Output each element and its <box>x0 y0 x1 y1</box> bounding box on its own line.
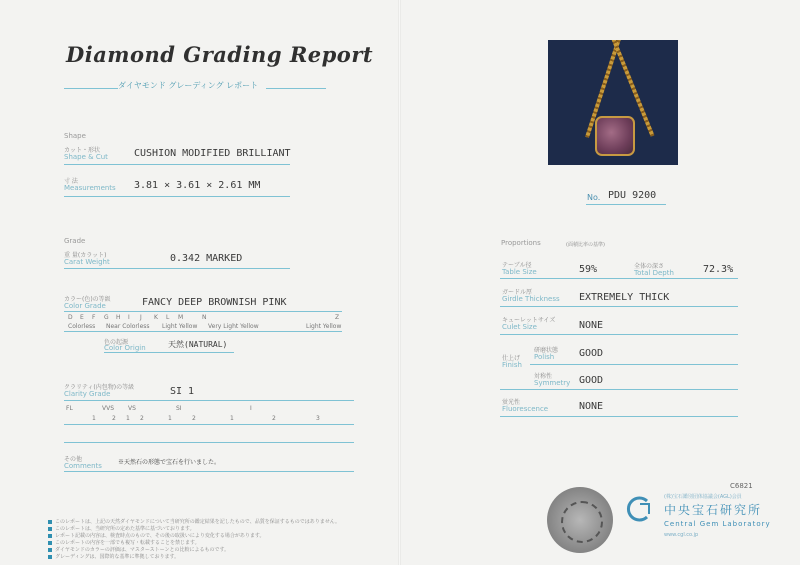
page-fold <box>398 0 401 565</box>
clarity-scale-i: I <box>250 405 252 412</box>
proportions-note: (面積比率の基準) <box>566 242 605 248</box>
comments-rule <box>64 471 354 472</box>
clarity-num-9: 3 <box>316 415 320 422</box>
color-scale-word-5: Light Yellow <box>306 323 342 330</box>
cgl-logo-icon <box>625 495 655 523</box>
girdle-label-jp: ガードル厚 <box>502 289 533 296</box>
clarity-num-2: 2 <box>112 415 116 422</box>
measurements-value: 3.81 × 3.61 × 2.61 MM <box>134 180 261 191</box>
cut-rule <box>64 164 290 165</box>
report-number-value: PDU 9200 <box>608 190 657 201</box>
comments-value: ※天然石の形態で宝石を行いました。 <box>118 459 221 466</box>
clarity-num-3: 1 <box>126 415 130 422</box>
origin-label-en: Color Origin <box>104 344 146 352</box>
culet-rule <box>500 334 738 335</box>
table-rule <box>500 278 738 279</box>
lab-membership: (株)宝石鑑別団体協議会(AGL)会員 <box>664 494 742 500</box>
girdle-label-en: Girdle Thickness <box>502 295 560 303</box>
proportions-heading: Proportions <box>501 239 541 247</box>
cut-value: CUSHION MODIFIED BRILLIANT <box>134 148 291 159</box>
clarity-num-4: 2 <box>140 415 144 422</box>
embossed-seal <box>547 487 613 553</box>
symmetry-rule <box>500 389 738 390</box>
color-rule <box>64 311 342 312</box>
symmetry-label-jp: 対称性 <box>534 373 553 380</box>
disclaimer-2: このレポートは、当研究所の定めた基準に基づいております。 <box>48 525 195 532</box>
clarity-scale-fl: FL <box>66 405 73 412</box>
report-number-label: No. <box>587 193 601 202</box>
color-scale-i: I <box>128 314 130 321</box>
title-rule-left <box>64 88 118 89</box>
report-subtitle: ダイヤモンド グレーディング レポート <box>118 81 259 90</box>
fluorescence-value: NONE <box>579 401 604 412</box>
color-scale-l: L <box>166 314 170 321</box>
color-scale-m: M <box>178 314 184 321</box>
origin-label-jp: 色の起源 <box>104 339 129 346</box>
girdle-rule <box>500 306 738 307</box>
polish-label-en: Polish <box>534 353 555 361</box>
title-rule-right <box>266 88 326 89</box>
fluorescence-label-en: Fluorescence <box>502 405 549 413</box>
finish-label-en: Finish <box>502 361 522 369</box>
carat-value: 0.342 MARKED <box>170 253 243 264</box>
disclaimer-1: このレポートは、上記の天然ダイヤモンドについて当研究所の鑑定結果を記したもので、品質を保証するものではありません。 <box>48 518 340 525</box>
origin-rule <box>104 352 234 353</box>
clarity-scale-vs: VS <box>128 405 136 412</box>
color-scale-j: J <box>140 314 142 321</box>
carat-label-jp: 重 量(カラット) <box>64 252 107 259</box>
color-scale-word-1: Colorless <box>68 323 96 330</box>
lab-name-jp: 中央宝石研究所 <box>664 503 763 517</box>
culet-label-jp: キューレットサイズ <box>502 317 556 324</box>
finish-label-jp: 仕上げ <box>502 355 521 362</box>
disclaimer-5: ダイヤモンドのカラーの評価は、マスターストーンとの比較によるものです。 <box>48 546 229 553</box>
disclaimer-4: このレポートの内容を一部でも複写・転載することを禁じます。 <box>48 539 200 546</box>
color-scale-z: Z <box>335 314 340 321</box>
fluorescence-label-jp: 蛍光性 <box>502 399 521 406</box>
serial-number: C6821 <box>730 482 753 490</box>
color-scale-word-4: Very Light Yellow <box>208 323 259 330</box>
color-scale-f: F <box>92 314 96 321</box>
cut-label-jp: カット・形状 <box>64 147 100 154</box>
symmetry-value: GOOD <box>579 375 604 386</box>
grade-heading: Grade <box>64 237 86 245</box>
seal-center <box>561 501 603 543</box>
measurements-label-jp: 寸 法 <box>64 178 78 185</box>
disclaimer-3: レポート記載の内容は、検査時点のもので、その後の取扱いにより変化する場合があります。 <box>48 532 265 539</box>
gemstone <box>595 116 635 156</box>
color-scale-n: N <box>202 314 207 321</box>
color-scale-rule <box>64 331 342 332</box>
measurements-rule <box>64 196 290 197</box>
clarity-scale-vvs: VVS <box>102 405 115 412</box>
clarity-label-jp: クラリティ(内包物)の等級 <box>64 384 135 391</box>
color-scale-word-3: Light Yellow <box>162 323 198 330</box>
polish-label-jp: 研磨状態 <box>534 347 559 354</box>
clarity-num-8: 2 <box>272 415 276 422</box>
color-scale-d: D <box>68 314 73 321</box>
disclaimer-6: グレーディングは、国際的な基準に準拠しております。 <box>48 553 179 560</box>
clarity-num-7: 1 <box>230 415 234 422</box>
lab-name-en: Central Gem Laboratory <box>664 520 771 528</box>
depth-value: 72.3% <box>703 264 734 275</box>
lab-website: www.cgl.co.jp <box>664 532 699 538</box>
cut-label-en: Shape & Cut <box>64 153 108 161</box>
color-scale-g: G <box>104 314 109 321</box>
color-scale-k: K <box>154 314 158 321</box>
comments-label-jp: その他 <box>64 456 83 463</box>
color-label-jp: カラー(色)の等級 <box>64 296 111 303</box>
table-label-en: Table Size <box>502 268 537 276</box>
culet-value: NONE <box>579 320 604 331</box>
polish-rule <box>530 364 738 365</box>
report-title: Diamond Grading Report <box>66 42 374 67</box>
color-scale-h: H <box>116 314 121 321</box>
gemstone-photo <box>548 40 678 165</box>
table-value: 59% <box>579 264 598 275</box>
polish-value: GOOD <box>579 348 604 359</box>
color-value: FANCY DEEP BROWNISH PINK <box>142 297 287 308</box>
clarity-num-6: 2 <box>192 415 196 422</box>
girdle-value: EXTREMELY THICK <box>579 292 670 303</box>
comments-label-en: Comments <box>64 462 102 470</box>
report-number-rule <box>586 204 666 205</box>
clarity-scale-si: SI <box>176 405 182 412</box>
culet-label-en: Culet Size <box>502 323 537 331</box>
origin-value: 天然(NATURAL) <box>168 340 228 349</box>
depth-label-jp: 全体の深さ <box>634 263 665 270</box>
clarity-value: SI 1 <box>170 386 195 397</box>
color-scale-e: E <box>80 314 84 321</box>
clarity-bottom-rule <box>64 442 354 443</box>
shape-heading: Shape <box>64 132 86 140</box>
table-label-jp: テーブル径 <box>502 262 532 269</box>
depth-label-en: Total Depth <box>634 269 674 277</box>
color-label-en: Color Grade <box>64 302 106 310</box>
carat-rule <box>64 268 290 269</box>
clarity-rule <box>64 400 354 401</box>
clarity-num-5: 1 <box>168 415 172 422</box>
fluorescence-rule <box>500 416 738 417</box>
color-scale-word-2: Near Colorless <box>106 323 150 330</box>
symmetry-label-en: Symmetry <box>534 379 571 387</box>
measurements-label-en: Measurements <box>64 184 116 192</box>
clarity-label-en: Clarity Grade <box>64 390 111 398</box>
carat-label-en: Carat Weight <box>64 258 110 266</box>
clarity-num-1: 1 <box>92 415 96 422</box>
clarity-scale-rule <box>64 424 354 425</box>
